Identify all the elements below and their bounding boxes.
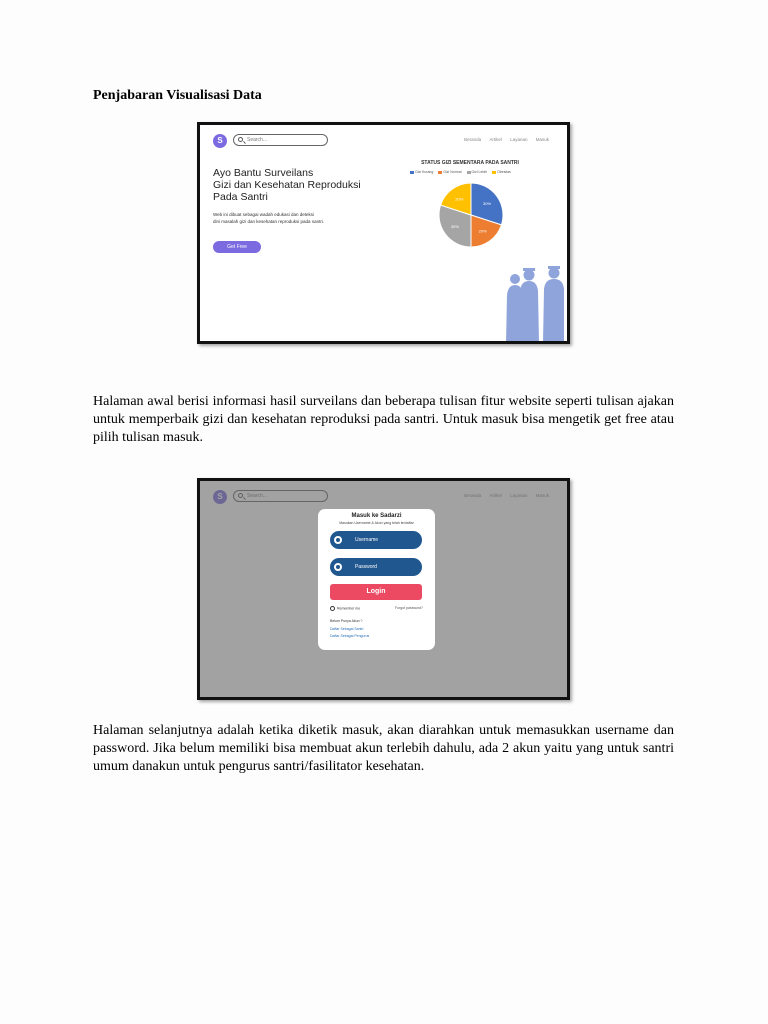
login-page-screenshot <box>197 478 570 700</box>
search-icon <box>238 137 243 142</box>
remember-me-label: Remember me <box>337 606 361 611</box>
document-heading: Penjabaran Visualisasi Data <box>93 88 262 103</box>
user-icon <box>334 536 342 544</box>
login-button[interactable]: Login <box>330 584 422 600</box>
hero-title <box>213 167 361 203</box>
username-field[interactable] <box>330 531 422 549</box>
legend-swatch-yellow <box>492 171 496 174</box>
hero-desc-line-1: Web ini dibuat sebagai wadah edukasi dan deteksi <box>213 212 314 217</box>
legend-swatch-gray <box>467 171 471 174</box>
modal-title: Masuk ke Sadarzi <box>351 513 402 519</box>
register-santri-link[interactable]: Daftar Sebagai Santri <box>330 627 364 631</box>
register-pengurus-link[interactable]: Daftar Sebagai Pengurus <box>330 634 370 638</box>
pie-label-gizi-normal: 20% <box>478 228 487 234</box>
hero-line-2: Gizi dan Kesehatan Reproduksi <box>213 179 361 191</box>
hero-description <box>213 211 353 225</box>
legend-item-gizi-kurang: Gizi Kurang <box>410 170 433 174</box>
pie-label-gizi-lebih: 30% <box>450 224 459 230</box>
legend-item-gizi-normal: Gizi Normal <box>438 170 461 174</box>
legend-swatch-blue <box>410 171 414 174</box>
no-account-text: Belum Punya Akun ? <box>330 619 363 623</box>
chart-legend <box>410 170 515 174</box>
forgot-password-link[interactable]: Forgot password? <box>394 606 423 610</box>
santri-silhouette-illustration <box>503 265 565 344</box>
lock-icon <box>334 563 342 571</box>
radio-icon <box>330 606 335 611</box>
nav-links <box>457 137 549 142</box>
landing-navbar <box>200 125 567 155</box>
hero-desc-line-2: dini masalah gizi dan kesehatan reproduksi pada santri. <box>213 219 325 224</box>
hero-line-1: Ayo Bantu Surveilans <box>213 167 314 179</box>
paragraph-1: Halaman awal berisi informasi hasil surveilans dan beberapa tulisan fitur website seperti tulisan ajakan untuk memperbaik gizi dan kesehatan reproduksi pada santri. Untuk masuk bisa mengetik get free atau pilih tulisan masuk. <box>93 394 674 445</box>
pie-label-gizi-kurang: 30% <box>483 200 492 206</box>
legend-item-obesitas: Obesitas <box>492 170 511 174</box>
logo-icon[interactable]: S <box>213 134 227 148</box>
pie-label-obesitas: 20% <box>455 196 464 202</box>
login-modal <box>318 509 435 650</box>
paragraph-2: Halaman selanjutnya adalah ketika diketik masuk, akan diarahkan untuk memasukkan username dan password. Jika belum memiliki bisa membuat akun terlebih dahulu, ada 2 akun yaitu yang untuk santri umum danakun untuk pengurus santri/fasilitator kesehatan. <box>93 723 674 774</box>
password-placeholder: Password <box>355 564 377 570</box>
legend-swatch-orange <box>438 171 442 174</box>
nav-beranda[interactable]: Beranda <box>464 137 482 142</box>
hero-line-3: Pada Santri <box>213 191 268 203</box>
legend-item-gizi-lebih: Gizi Lebih <box>467 170 488 174</box>
password-field[interactable] <box>330 558 422 576</box>
landing-page-screenshot <box>197 122 570 344</box>
search-input[interactable] <box>233 134 328 146</box>
chart-title: STATUS GIZI SEMENTARA PADA SANTRI <box>421 160 519 166</box>
nav-layanan[interactable]: Layanan <box>510 137 528 142</box>
username-placeholder: Username <box>355 537 379 543</box>
nav-masuk[interactable]: Masuk <box>535 137 549 142</box>
nav-artikel[interactable]: Artikel <box>489 137 502 142</box>
remember-me-checkbox[interactable] <box>330 606 360 611</box>
get-free-button[interactable]: Get Free <box>213 241 261 253</box>
search-placeholder: Search... <box>247 137 268 143</box>
modal-subtitle: Masukan Username & Akun yang telah terdaftar <box>339 521 414 525</box>
status-gizi-pie-chart <box>436 180 506 250</box>
